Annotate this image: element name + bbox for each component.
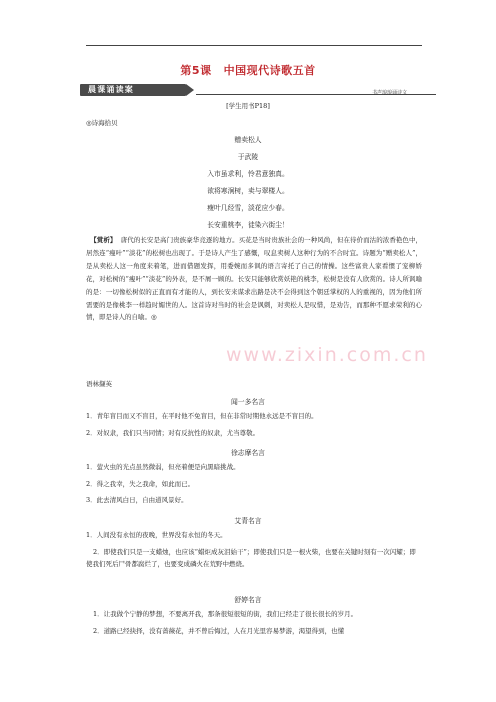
quote-group-title: 徐志摩名言 xyxy=(231,449,265,457)
source-reference: [学生用书P18] xyxy=(226,102,270,110)
appreciation-end-mark: ◎ xyxy=(151,313,157,322)
quote-group-title: 舒婷名言 xyxy=(234,596,262,604)
banner-box xyxy=(80,84,186,96)
quote-item: 1．萤火虫的光点虽然微弱，但亮着便是向黑暗挑战。 xyxy=(86,463,240,471)
poem-line: 欲将寒涧树，卖与翠楼人。 xyxy=(207,187,289,195)
quote-item: 1．让我做个宁静的梦想，不要离开我，那条很短很短的街，我们已经走了很长很长的岁月。 xyxy=(93,610,358,618)
watermark: www.zixin.com.cn xyxy=(226,344,428,366)
quote-item: 2．对奴隶，我们只当同情；对有反抗性的奴隶，尤当尊敬。 xyxy=(86,428,260,437)
quote-item: 1．人间没有永恒的夜晚，世界没有永恒的冬天。 xyxy=(86,531,227,539)
poem-author: 于武陵 xyxy=(237,153,259,161)
quote-item: 2．即使我们只是一支蜡烛，也应该“蜡炬成灰泪始干”；即使我们只是一根火柴，也要在关键时刻有一次闪耀；即使我们死后尸骨都腐烂了，也要变成磷火在荒野中燃烧。 xyxy=(86,547,416,568)
lesson-number: 第5课 xyxy=(180,64,212,77)
top-rule xyxy=(86,45,422,46)
quote-group-title: 艾青名言 xyxy=(234,517,262,525)
poem-line: 瘦叶几经雪，淡花应少春。 xyxy=(207,204,289,212)
page-title xyxy=(0,62,496,78)
quote-list xyxy=(86,608,422,637)
quote-item: 2．得之我幸，失之我命，如此而已。 xyxy=(86,479,195,488)
section-banner xyxy=(80,84,406,98)
banner-right-text: 书声琅琅诵诗文 xyxy=(372,90,408,96)
appreciation-text: 唐代的长安是高门贵族豪华竞逐的地方。买花是当时贵族社会的一种风尚，但在待价而沽的浓香艳色中，居然连“瘦叶”“淡花”的松树也出现了。于是诗人产生了感慨，叹息卖树人这种行为的不合时宜。诗题为“赠卖松人”，是从卖松人这一角度来着笔，进而借题发挥，用委婉而多讽的语言寄托了自己的情操。这些富贵人家看惯了宠柳娇花，对松树的“瘦叶”“淡花”的外表，是不屑一顾的。长安只能够欣赏妖艳的桃李，松树是没有人欣赏的。诗人所讽喻的是：一切像松树似的正直而有才能的人，到长安来谋求出路是决不会得到这个朝廷掌权的人的重视的，因为他们所需要的是像桃李一样趋时媚世的人。这首诗对当时的社会是讽刺，对卖松人是叹惜，是劝告，而那种不愿求荣利的心情，即是诗人的自喻。 xyxy=(86,236,423,322)
appreciation-label: 【赏析】 xyxy=(90,236,117,244)
quote-list xyxy=(86,461,422,507)
poem-title: 赠卖松人 xyxy=(234,136,262,144)
quote-group-title: 闻一多名言 xyxy=(231,398,265,406)
quote-list xyxy=(86,410,422,439)
quote-item: 2．道路已经抉择，没有蔷薇花，并不曾后悔过，人在月光里容易梦游，渴望得到，也懂 xyxy=(93,626,345,635)
quote-list xyxy=(86,529,422,571)
banner-label: 晨课诵读案 xyxy=(88,85,134,94)
poem-line: 入市虽求利，怜君意独真。 xyxy=(207,170,289,178)
quotes-section-label: 语林撷英 xyxy=(86,380,112,388)
lesson-title: 中国现代诗歌五首 xyxy=(223,64,316,77)
appreciation-paragraph xyxy=(86,234,422,324)
quote-item: 1．青年盲目而又不盲目，在平时他不免盲目，但在非常时期他永远是不盲目的。 xyxy=(86,412,318,420)
poem-section-label: ◎诗海拾贝 xyxy=(86,119,118,127)
quote-item: 3．此去清风白日，自由道风景好。 xyxy=(86,496,188,504)
poem-line: 长安重桃李，徒染六街尘！ xyxy=(207,221,289,229)
